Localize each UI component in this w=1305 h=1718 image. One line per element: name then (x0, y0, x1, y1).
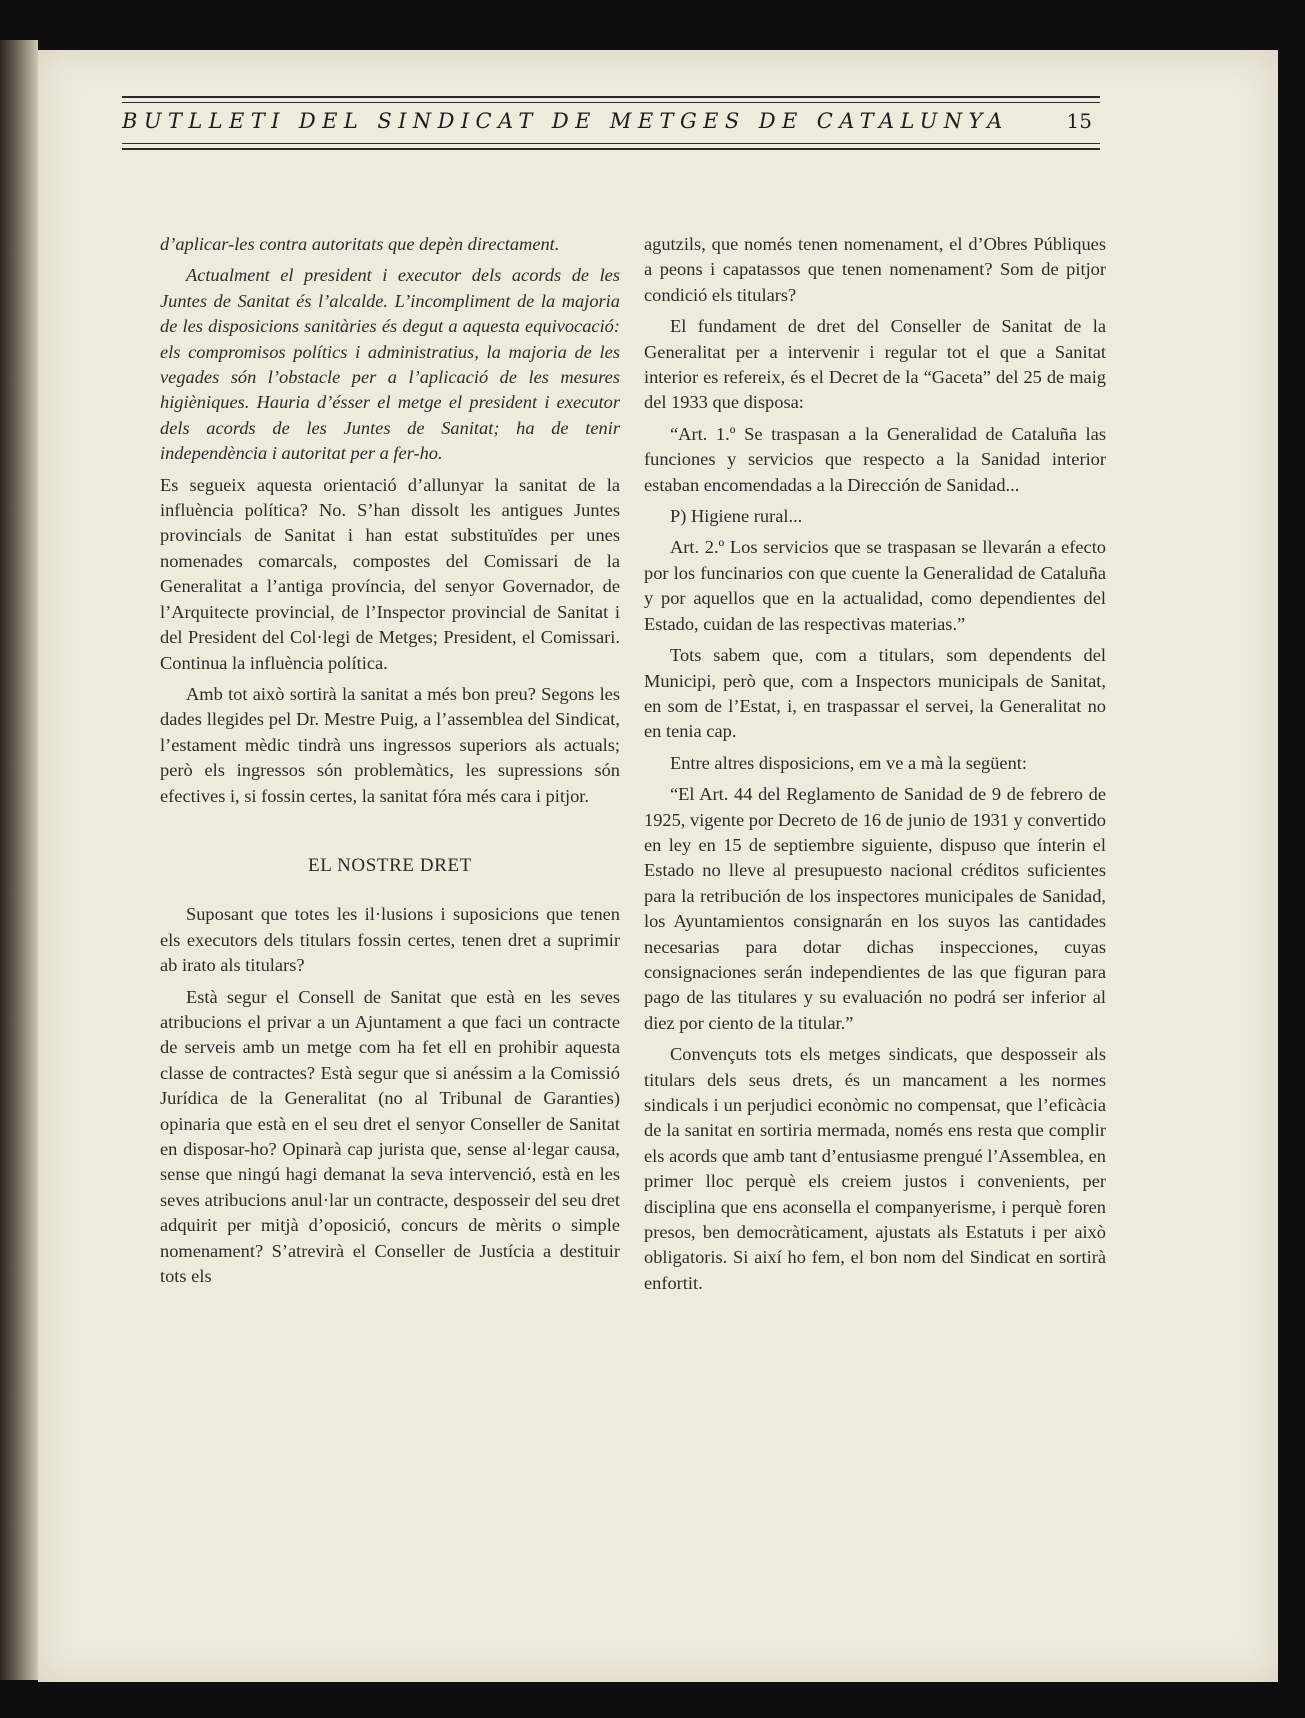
page-shadow-left (0, 40, 38, 1680)
running-header (122, 96, 1100, 133)
quoted-article: Art. 2.º Los servicios que se traspasan se llevarán a efecto por los funcinarios con que cuente la Generalidad de Cataluña y por aquellos que en la actualidad, como dependientes del Estado, cuidan de las respectivas materias.” (644, 537, 1106, 634)
paragraph: d’aplicar-les contra autoritats que depèn directament. (160, 234, 560, 254)
paragraph: agutzils, que només tenen nomenament, el d’Obres Públiques a peons i capatassos que tenen nomenament? Som de pitjor condició els titulars? (644, 234, 1106, 305)
header-title-row (122, 109, 1100, 135)
quoted-article: “Art. 1.º Se traspasan a la Generalidad de Cataluña las funciones y servicios que respecto a la Sanidad interior estaban encomendadas a la Dirección de Sanidad... (644, 423, 1106, 495)
page-number: 15 (1066, 109, 1092, 133)
header-rule-top (122, 96, 1100, 98)
paragraph: Està segur el Consell de Sanitat que està en les seves atribucions el privar a un Ajuntament a que faci un contracte de serveis amb un metge com ha fet ell en prohibir aquesta classe de contractes? Està segur que si anéssim a la Comissió Jurídica de la Generalitat (no al Tribunal de Garanties) opinaria que està en el seu dret el senyor Conseller de Sanitat en disposar-ho? Opinarà cap jurista que, sense al·legar causa, sense que ningú hagi demanat la seva intervenció, està en les seves atribucions anul·lar un contracte, desposseir del seu dret adquirit per mitjà d’oposició, concurs de mèrits o simple nomenament? S’atrevirà el Conseller de Justícia a destituir tots els (160, 986, 620, 1287)
paragraph: Actualment el president i executor dels acords de les Juntes de Sanitat és l’alcalde. L’incompliment de la majoria de les disposicions sanitàries és degut a aquesta equivocació: els compromisos polítics i administratius, la majoria de les vegades són l’obstacle per a l’aplicació de les mesures higièniques. Hauria d’ésser el metge el president i executor dels acords de les Juntes de Sanitat; ha de tenir independència i autoritat per a fer-ho. (160, 265, 620, 464)
paragraph: El fundament de dret del Conseller de Sanitat de la Generalitat per a intervenir i regular tot el que a Sanitat interior es refereix, és el Decret de la “Gaceta” del 25 de maig del 1933 que disposa: (644, 316, 1106, 413)
left-column (160, 232, 620, 1295)
paragraph: P) Higiene rural... (670, 506, 803, 527)
paragraph: Amb tot això sortirà la sanitat a més bon preu? Segons les dades llegides pel Dr. Mestre Puig, a l’assemblea del Sindicat, l’estament mèdic tindrà uns ingressos superiors als actuals; però els ingressos són problemàtics, les supressions són efectives i, si fossin certes, la sanitat fóra més cara i pitjor. (160, 683, 620, 806)
paragraph: Entre altres disposicions, em ve a mà la següent: (670, 752, 1027, 773)
quoted-regulation: “El Art. 44 del Reglamento de Sanidad de 9 de febrero de 1925, vigente por Decreto de 16 de junio de 1931 y convertido en ley en 15 de septiembre siguiente, dispuso que ínterin el Estado no lleve al presupuesto nacional créditos suficientes para la retribución de los inspectores municipales de Sanidad, los Ayuntamientos consignarán en los suyos las cantidades necesarias para dotar dichas inspecciones, cuyas consignaciones serán independientes de las que figuran para pago de las titulares y su evaluación no podrá ser inferior al diez por ciento de la titular.” (644, 784, 1106, 1033)
section-heading: EL NOSTRE DRET (308, 854, 472, 876)
header-rule-bottom (122, 148, 1100, 150)
header-rule-bottom-thin (122, 143, 1100, 144)
paragraph: Es segueix aquesta orientació d’allunyar la sanitat de la influència política? No. S’han dissolt les antigues Juntes provincials de Sanitat i han estat substituïdes per unes nomenades comarcals, compostes del Comissari de la Generalitat a l’antiga província, del senyor Governador, de l’Arquitecte provincial, de l’Inspector provincial de Sanitat i del President del Col·legi de Metges; President, el Comissari. Continua la influència política. (160, 474, 620, 673)
paragraph: Convençuts tots els metges sindicats, que desposseir als titulars dels seus drets, és un mancament a les normes sindicals i un perjudici econòmic no compensat, que l’eficàcia de la sanitat en sortiria mermada, només ens resta que complir els acords que amb tant d’entusiasme prengué l’Assemblea, en primer lloc perquè els creiem justos i convenients, per disciplina que ens aconsella el companyerisme, i perquè foren presos, ben democràticament, ajustats als Estatuts i per això obligatoris. Si així ho fem, el bon nom del Sindicat en sortirà enfortit. (644, 1044, 1106, 1293)
paragraph: Tots sabem que, com a titulars, som dependents del Municipi, però que, com a Inspectors municipals de Sanitat, en som de l’Estat, i, en traspassar el servei, la Generalitat no en tenia cap. (644, 645, 1106, 742)
right-column (644, 232, 1106, 1302)
publication-title: BUTLLETI DEL SINDICAT DE METGES DE CATALUNYA (122, 109, 1009, 133)
paragraph: Suposant que totes les il·lusions i suposicions que tenen els executors dels titulars fossin certes, tenen dret a suprimir ab irato als titulars? (160, 904, 620, 976)
header-rule-top-thin (122, 102, 1100, 103)
